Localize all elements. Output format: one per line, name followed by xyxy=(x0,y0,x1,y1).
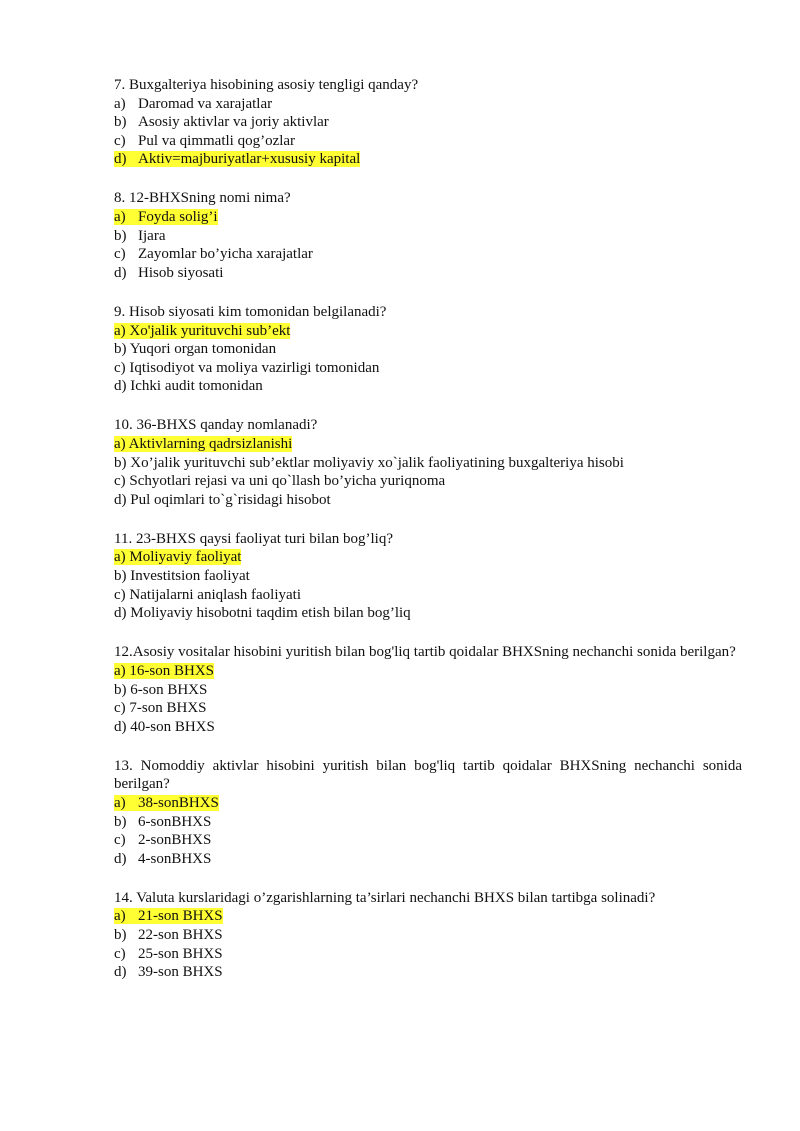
option-text: Pul va qimmatli qog’ozlar xyxy=(138,132,296,149)
answer-option xyxy=(114,945,742,964)
option-content xyxy=(114,568,250,584)
answer-option-correct xyxy=(114,662,742,681)
question-block xyxy=(114,889,742,982)
option-text: 16-son BHXS xyxy=(129,662,215,679)
option-letter: b) xyxy=(114,341,127,358)
option-letter: c) xyxy=(114,473,126,490)
option-letter: a) xyxy=(114,95,126,112)
answer-option xyxy=(114,699,742,718)
option-content xyxy=(114,814,211,830)
answer-option-correct xyxy=(114,150,742,169)
option-text: 38-sonBHXS xyxy=(138,795,219,811)
option-text: 6-sonBHXS xyxy=(138,813,212,830)
question-block xyxy=(114,76,742,169)
answer-option xyxy=(114,377,742,396)
answer-option xyxy=(114,681,742,700)
question-text: 10. 36-BHXS qanday nomlanadi? xyxy=(114,417,318,434)
option-letter: b) xyxy=(114,227,127,244)
option-content xyxy=(114,209,218,225)
option-content xyxy=(114,360,379,376)
answer-option xyxy=(114,264,742,283)
option-text: Ijara xyxy=(138,227,166,244)
option-text: Xo’jalik yurituvchi sub’ektlar moliyaviy xo`jalik faoliyatining buxgalteriya hisobi xyxy=(130,454,624,471)
option-letter: d) xyxy=(114,264,127,281)
option-letter: c) xyxy=(114,246,126,263)
option-content xyxy=(114,605,411,621)
option-content xyxy=(114,473,445,489)
question-text: 9. Hisob siyosati kim tomonidan belgilanadi? xyxy=(114,303,387,320)
option-text: Pul oqimlari to`g`risidagi hisobot xyxy=(130,491,331,508)
option-text: 21-son BHXS xyxy=(138,908,223,925)
answer-option-correct xyxy=(114,907,742,926)
question-text: 7. Buxgalteriya hisobining asosiy tengligi qanday? xyxy=(114,77,419,93)
option-letter: b) xyxy=(114,813,127,830)
option-content xyxy=(114,323,290,339)
answer-option-correct xyxy=(114,435,742,454)
option-text: Aktivlarning qadrsizlanishi xyxy=(128,436,293,452)
option-content xyxy=(114,663,214,679)
question-block xyxy=(114,530,742,623)
option-content xyxy=(114,265,223,281)
option-content xyxy=(114,455,624,471)
option-letter: c) xyxy=(114,132,126,149)
question-text: 14. Valuta kurslaridagi o’zgarishlarning ta’sirlari nechanchi BHXS bilan tartibga solinadi? xyxy=(114,889,656,906)
option-letter: c) xyxy=(114,832,126,849)
option-letter: a) xyxy=(114,662,126,679)
question-block xyxy=(114,416,742,509)
answer-option xyxy=(114,132,742,151)
answer-option xyxy=(114,227,742,246)
answer-option xyxy=(114,850,742,869)
question-block xyxy=(114,757,742,869)
option-letter: c) xyxy=(114,700,126,717)
option-content xyxy=(114,795,219,811)
answer-option xyxy=(114,718,742,737)
option-text: Moliyaviy faoliyat xyxy=(129,549,242,566)
answer-option xyxy=(114,359,742,378)
option-text: Xo'jalik yurituvchi sub’ekt xyxy=(129,322,291,339)
option-text: Aktiv=majburiyatlar+xususiy kapital xyxy=(138,151,361,168)
answer-option xyxy=(114,472,742,491)
option-letter: d) xyxy=(114,378,127,395)
option-content xyxy=(114,114,329,130)
answer-option xyxy=(114,454,742,473)
answer-option xyxy=(114,963,742,982)
answer-option xyxy=(114,926,742,945)
option-content xyxy=(114,964,223,980)
option-text: Natijalarni aniqlash faoliyati xyxy=(129,586,302,603)
answer-option xyxy=(114,491,742,510)
answer-option xyxy=(114,831,742,850)
question-block xyxy=(114,643,742,736)
answer-option xyxy=(114,95,742,114)
answer-option xyxy=(114,813,742,832)
option-content xyxy=(114,378,263,394)
option-content xyxy=(114,719,215,735)
option-content xyxy=(114,549,241,565)
option-letter: a) xyxy=(114,908,126,925)
option-letter: a) xyxy=(114,436,126,452)
option-letter: b) xyxy=(114,681,127,698)
option-letter: a) xyxy=(114,209,126,226)
option-letter: c) xyxy=(114,359,126,376)
option-content xyxy=(114,228,165,244)
option-content xyxy=(114,246,313,262)
question-text: 13. Nomoddiy aktivlar hisobini yuritish bilan bog'liq tartib qoidalar BHXSning nechanchi sonida berilgan? xyxy=(114,757,742,793)
answer-option xyxy=(114,604,742,623)
option-content xyxy=(114,832,211,848)
answer-option xyxy=(114,340,742,359)
question-text: 12.Asosiy vositalar hisobini yuritish bilan bog'liq tartib qoidalar BHXSning nechanchi sonida berilgan? xyxy=(114,644,736,661)
option-letter: d) xyxy=(114,850,127,867)
question-block xyxy=(114,189,742,282)
option-text: 25-son BHXS xyxy=(138,945,223,962)
option-text: 40-son BHXS xyxy=(130,718,215,735)
option-letter: d) xyxy=(114,491,127,508)
option-letter: a) xyxy=(114,549,126,566)
question-text: 8. 12-BHXSning nomi nima? xyxy=(114,190,291,207)
option-text: 6-son BHXS xyxy=(130,681,208,698)
answer-option-correct xyxy=(114,548,742,567)
option-content xyxy=(114,851,211,867)
answer-option-correct xyxy=(114,208,742,227)
option-text: Hisob siyosati xyxy=(138,264,224,281)
option-text: Yuqori organ tomonidan xyxy=(129,341,277,358)
option-content xyxy=(114,927,223,943)
option-text: Ichki audit tomonidan xyxy=(130,378,263,395)
option-text: Foyda solig’i xyxy=(138,209,218,226)
answer-option-correct xyxy=(114,794,742,813)
answer-option xyxy=(114,245,742,264)
option-text: 22-son BHXS xyxy=(138,927,223,944)
option-content xyxy=(114,341,276,357)
option-letter: b) xyxy=(114,454,127,471)
option-content xyxy=(114,151,360,167)
option-text: 7-son BHXS xyxy=(129,700,207,717)
option-content xyxy=(114,682,207,698)
option-text: Investitsion faoliyat xyxy=(130,568,250,585)
option-content xyxy=(114,133,295,149)
option-content xyxy=(114,436,292,452)
option-letter: d) xyxy=(114,151,127,168)
question-text: 11. 23-BHXS qaysi faoliyat turi bilan bog’liq? xyxy=(114,530,393,547)
option-text: Moliyaviy hisobotni taqdim etish bilan bog’liq xyxy=(130,605,411,622)
option-text: Iqtisodiyot va moliya vazirligi tomonidan xyxy=(129,359,380,376)
option-letter: d) xyxy=(114,964,127,981)
option-letter: d) xyxy=(114,718,127,735)
answer-option xyxy=(114,586,742,605)
answer-option-correct xyxy=(114,322,742,341)
option-letter: b) xyxy=(114,114,127,131)
option-letter: a) xyxy=(114,795,126,811)
option-text: Daromad va xarajatlar xyxy=(138,95,273,112)
option-letter: b) xyxy=(114,927,127,944)
option-text: 4-sonBHXS xyxy=(138,850,212,867)
question-block xyxy=(114,303,742,396)
option-letter: c) xyxy=(114,586,126,603)
option-text: Asosiy aktivlar va joriy aktivlar xyxy=(138,114,329,131)
option-content xyxy=(114,908,223,924)
option-content xyxy=(114,700,207,716)
option-letter: b) xyxy=(114,568,127,585)
answer-option xyxy=(114,113,742,132)
question-list xyxy=(114,76,742,982)
option-letter: c) xyxy=(114,945,126,962)
option-content xyxy=(114,492,331,508)
option-content xyxy=(114,946,223,962)
option-content xyxy=(114,587,301,603)
option-text: 39-son BHXS xyxy=(138,964,223,981)
option-letter: d) xyxy=(114,605,127,622)
option-text: Zayomlar bo’yicha xarajatlar xyxy=(138,246,313,263)
answer-option xyxy=(114,567,742,586)
option-content xyxy=(114,96,272,112)
option-text: 2-sonBHXS xyxy=(138,832,212,849)
option-text: Schyotlari rejasi va uni qo`llash bo’yicha yuriqnoma xyxy=(129,473,446,490)
option-letter: a) xyxy=(114,322,126,339)
